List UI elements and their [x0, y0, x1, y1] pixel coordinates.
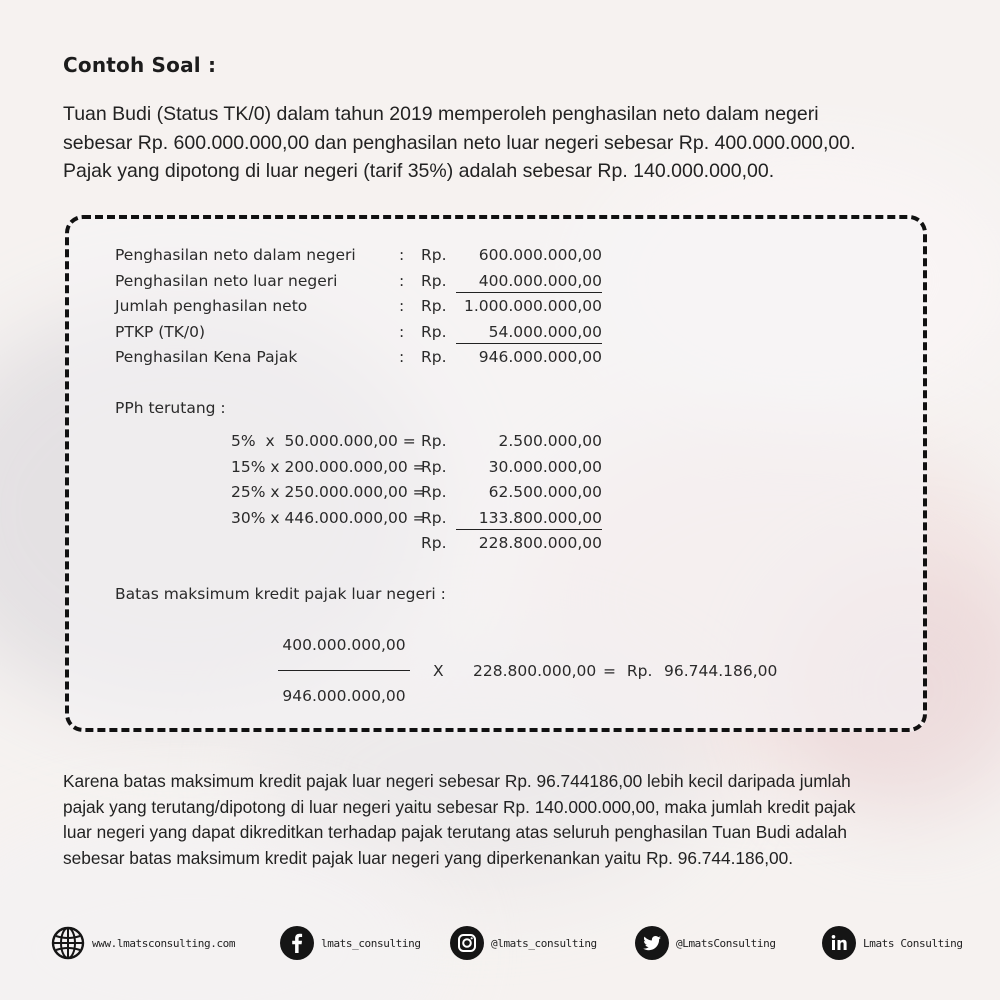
limit-result: 96.744.186,00: [664, 662, 778, 680]
footer-twitter-text[interactable]: @LmatsConsulting: [676, 936, 776, 950]
intro-line: Pajak yang dipotong di luar negeri (tarif 35%) adalah sebesar Rp. 140.000.000,00.: [63, 160, 775, 182]
fraction-numerator: 400.000.000,00: [282, 636, 406, 654]
footer-twitter[interactable]: [635, 922, 776, 964]
row-amount: 133.800.000,00: [478, 509, 602, 527]
row-amount: 1.000.000.000,00: [463, 297, 602, 315]
row-amount: 600.000.000,00: [478, 246, 602, 264]
multiply-sign: X: [433, 662, 444, 680]
subtotal-underline: [456, 343, 602, 344]
twitter-icon: [635, 926, 669, 960]
row-currency: Rp.: [421, 246, 447, 264]
footer-facebook-text[interactable]: lmats_consulting: [321, 936, 421, 950]
row-colon: :: [399, 246, 405, 264]
intro-line: Tuan Budi (Status TK/0) dalam tahun 2019 memperoleh penghasilan neto dalam negeri: [63, 103, 819, 125]
pph-total-row: [231, 531, 602, 555]
pph-formula: 15% x 200.000.000,00 =: [231, 458, 426, 476]
row-currency: Rp.: [421, 458, 447, 476]
closing-line: luar negeri yang dapat dikreditkan terhadap pajak terutang atas seluruh penghasilan Tuan Budi adalah: [63, 822, 847, 843]
row-currency: Rp.: [421, 297, 447, 315]
income-row: [115, 345, 602, 369]
fraction-bar: [278, 670, 410, 671]
page-title: Contoh Soal :: [63, 53, 217, 77]
facebook-icon: [280, 926, 314, 960]
row-colon: :: [399, 348, 405, 366]
income-row: [115, 294, 602, 318]
income-row: [115, 320, 602, 344]
footer-website[interactable]: [51, 922, 235, 964]
income-row: [115, 269, 602, 293]
row-currency: Rp.: [421, 348, 447, 366]
row-label: Jumlah penghasilan neto: [115, 297, 308, 315]
pph-formula: 5% x 50.000.000,00 =: [231, 432, 416, 450]
limit-heading: Batas maksimum kredit pajak luar negeri :: [115, 585, 446, 603]
closing-line: sebesar batas maksimum kredit pajak luar negeri yang diperkenankan yaitu Rp. 96.744.186,00.: [63, 848, 794, 869]
intro-line: sebesar Rp. 600.000.000,00 dan penghasilan neto luar negeri sebesar Rp. 400.000.000,00.: [63, 131, 856, 154]
row-currency: Rp.: [421, 272, 447, 290]
linkedin-icon: [822, 926, 856, 960]
row-amount: 54.000.000,00: [488, 323, 602, 341]
pph-total-amount: 228.800.000,00: [478, 534, 602, 552]
row-amount: 30.000.000,00: [488, 458, 602, 476]
row-label: Penghasilan Kena Pajak: [115, 348, 298, 366]
row-amount: 2.500.000,00: [498, 432, 602, 450]
row-currency: Rp.: [421, 323, 447, 341]
intro-paragraph: [63, 100, 943, 186]
equals-currency: = Rp.: [603, 662, 653, 680]
row-colon: :: [399, 272, 405, 290]
footer-facebook[interactable]: [280, 922, 421, 964]
pph-formula: 30% x 446.000.000,00 =: [231, 509, 426, 527]
footer-linkedin-text[interactable]: Lmats Consulting: [863, 936, 963, 950]
calculation-box: [65, 215, 927, 732]
footer-website-text[interactable]: www.lmatsconsulting.com: [92, 936, 236, 950]
row-label: Penghasilan neto luar negeri: [115, 272, 338, 290]
closing-paragraph: [63, 769, 943, 872]
multiplier-value: 228.800.000,00: [473, 662, 597, 680]
footer-linkedin[interactable]: [822, 922, 963, 964]
closing-line: Karena batas maksimum kredit pajak luar negeri sebesar Rp. 96.744186,00 lebih kecil daripada jumlah: [63, 771, 851, 791]
row-currency: Rp.: [421, 509, 447, 527]
globe-icon: [51, 926, 85, 960]
footer: [0, 922, 1000, 964]
row-currency: Rp.: [421, 483, 447, 501]
fraction-denominator: 946.000.000,00: [282, 687, 406, 705]
pph-row: [231, 429, 602, 453]
subtotal-underline: [456, 292, 602, 293]
row-colon: :: [399, 323, 405, 341]
row-label: PTKP (TK/0): [115, 323, 206, 341]
instagram-icon: [450, 926, 484, 960]
pph-row: [231, 480, 602, 504]
footer-instagram[interactable]: [450, 922, 597, 964]
row-amount: 946.000.000,00: [478, 348, 602, 366]
row-label: Penghasilan neto dalam negeri: [115, 246, 356, 264]
income-row: [115, 243, 602, 267]
row-currency: Rp.: [421, 432, 447, 450]
row-amount: 62.500.000,00: [488, 483, 602, 501]
row-currency: Rp.: [421, 534, 447, 552]
closing-line: pajak yang terutang/dipotong di luar negeri yaitu sebesar Rp. 140.000.000,00, maka jumlah kredit pajak: [63, 796, 856, 817]
row-colon: :: [399, 297, 405, 315]
pph-heading: PPh terutang :: [115, 399, 226, 417]
total-underline: [456, 529, 602, 530]
row-amount: 400.000.000,00: [478, 272, 602, 290]
pph-row: [231, 455, 602, 479]
pph-row: [231, 506, 602, 530]
pph-formula: 25% x 250.000.000,00 =: [231, 483, 426, 501]
footer-instagram-text[interactable]: @lmats_consulting: [491, 936, 597, 950]
